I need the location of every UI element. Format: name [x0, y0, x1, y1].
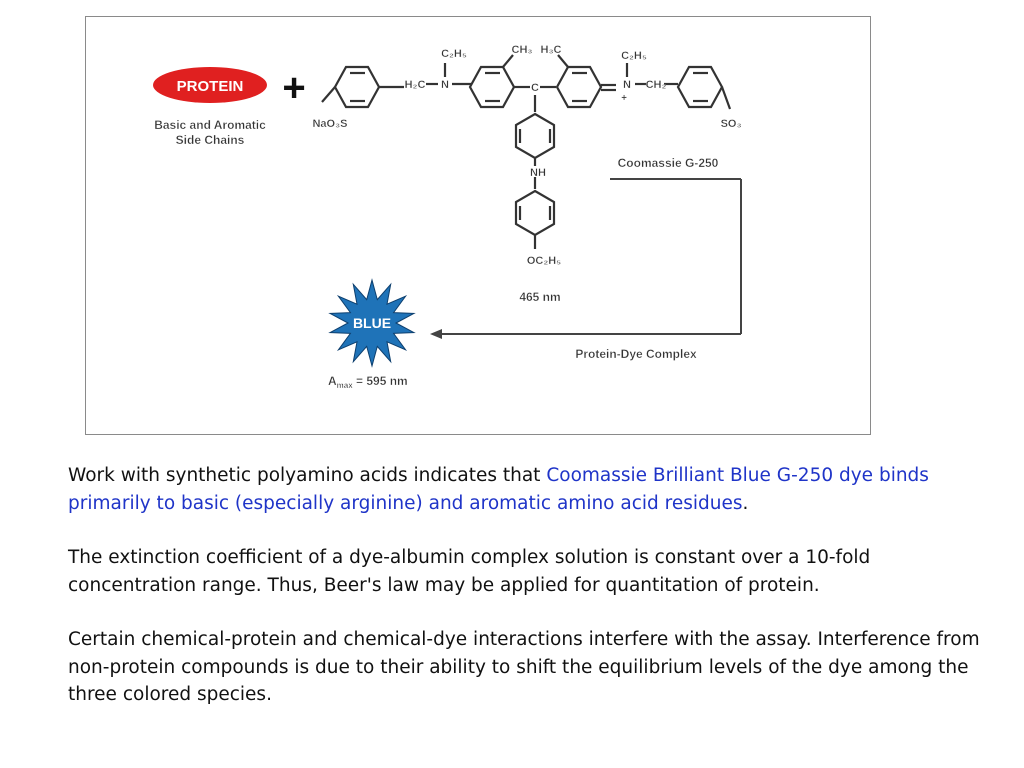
blue-label: BLUE [352, 315, 392, 331]
body-text [68, 462, 988, 736]
label-h2c: H₂C [404, 79, 426, 91]
highlighted-text: Coomassie Brilliant Blue G-250 dye binds primarily to basic (especially arginine) and aromatic amino acid residues [68, 465, 929, 514]
protein-label: PROTEIN [176, 78, 244, 95]
reaction-figure [85, 16, 871, 435]
label-h3c: H₃C [540, 44, 562, 56]
label-nao3s: NaO₃S [312, 118, 348, 130]
label-nh: NH [530, 167, 546, 179]
label-n-left: N [441, 79, 449, 91]
dye-name-label: Coomassie G-250 [617, 156, 719, 170]
blue-star-badge [330, 280, 414, 366]
label-n-right: N [623, 79, 631, 91]
label-oc2h5: OC₂H₅ [526, 255, 562, 267]
side-chains-line1: Basic and Aromatic [154, 118, 266, 132]
paragraph-1: Work with synthetic polyamino acids indicates that Coomassie Brilliant Blue G-250 dye binds primarily to basic (especially arginine) and aromatic amino acid residues. [68, 465, 929, 514]
amax-label: $A_{max} = 595$ nm [328, 374, 408, 390]
coomassie-structure [322, 55, 730, 249]
side-chains-line2: Side Chains [175, 133, 245, 147]
protein-oval [153, 67, 267, 103]
label-c2h5-left: C₂H₅ [441, 48, 467, 60]
wavelength-465-label: 465 nm [519, 290, 561, 304]
label-n-plus: + [621, 93, 627, 104]
paragraph-2: The extinction coefficient of a dye-albumin complex solution is constant over a 10-fold concentration range. Thus, Beer's law may be applied for quantitation of protein. [68, 547, 871, 596]
label-ch2: CH₂ [645, 79, 667, 91]
paragraph-3: Certain chemical-protein and chemical-dye interactions interfere with the assay. Interference from non-protein compounds is due to their ability to shift the equilibrium levels of the dye among the three colored species. [68, 629, 980, 705]
reaction-arrow [430, 179, 741, 339]
complex-label: Protein-Dye Complex [575, 347, 697, 361]
label-so3: SO₃⁻ [720, 118, 748, 130]
plus-sign: + [282, 66, 306, 110]
label-c-center: C [531, 82, 539, 94]
label-c2h5-right: C₂H₅ [621, 50, 647, 62]
label-ch3: CH₃ [511, 44, 533, 56]
